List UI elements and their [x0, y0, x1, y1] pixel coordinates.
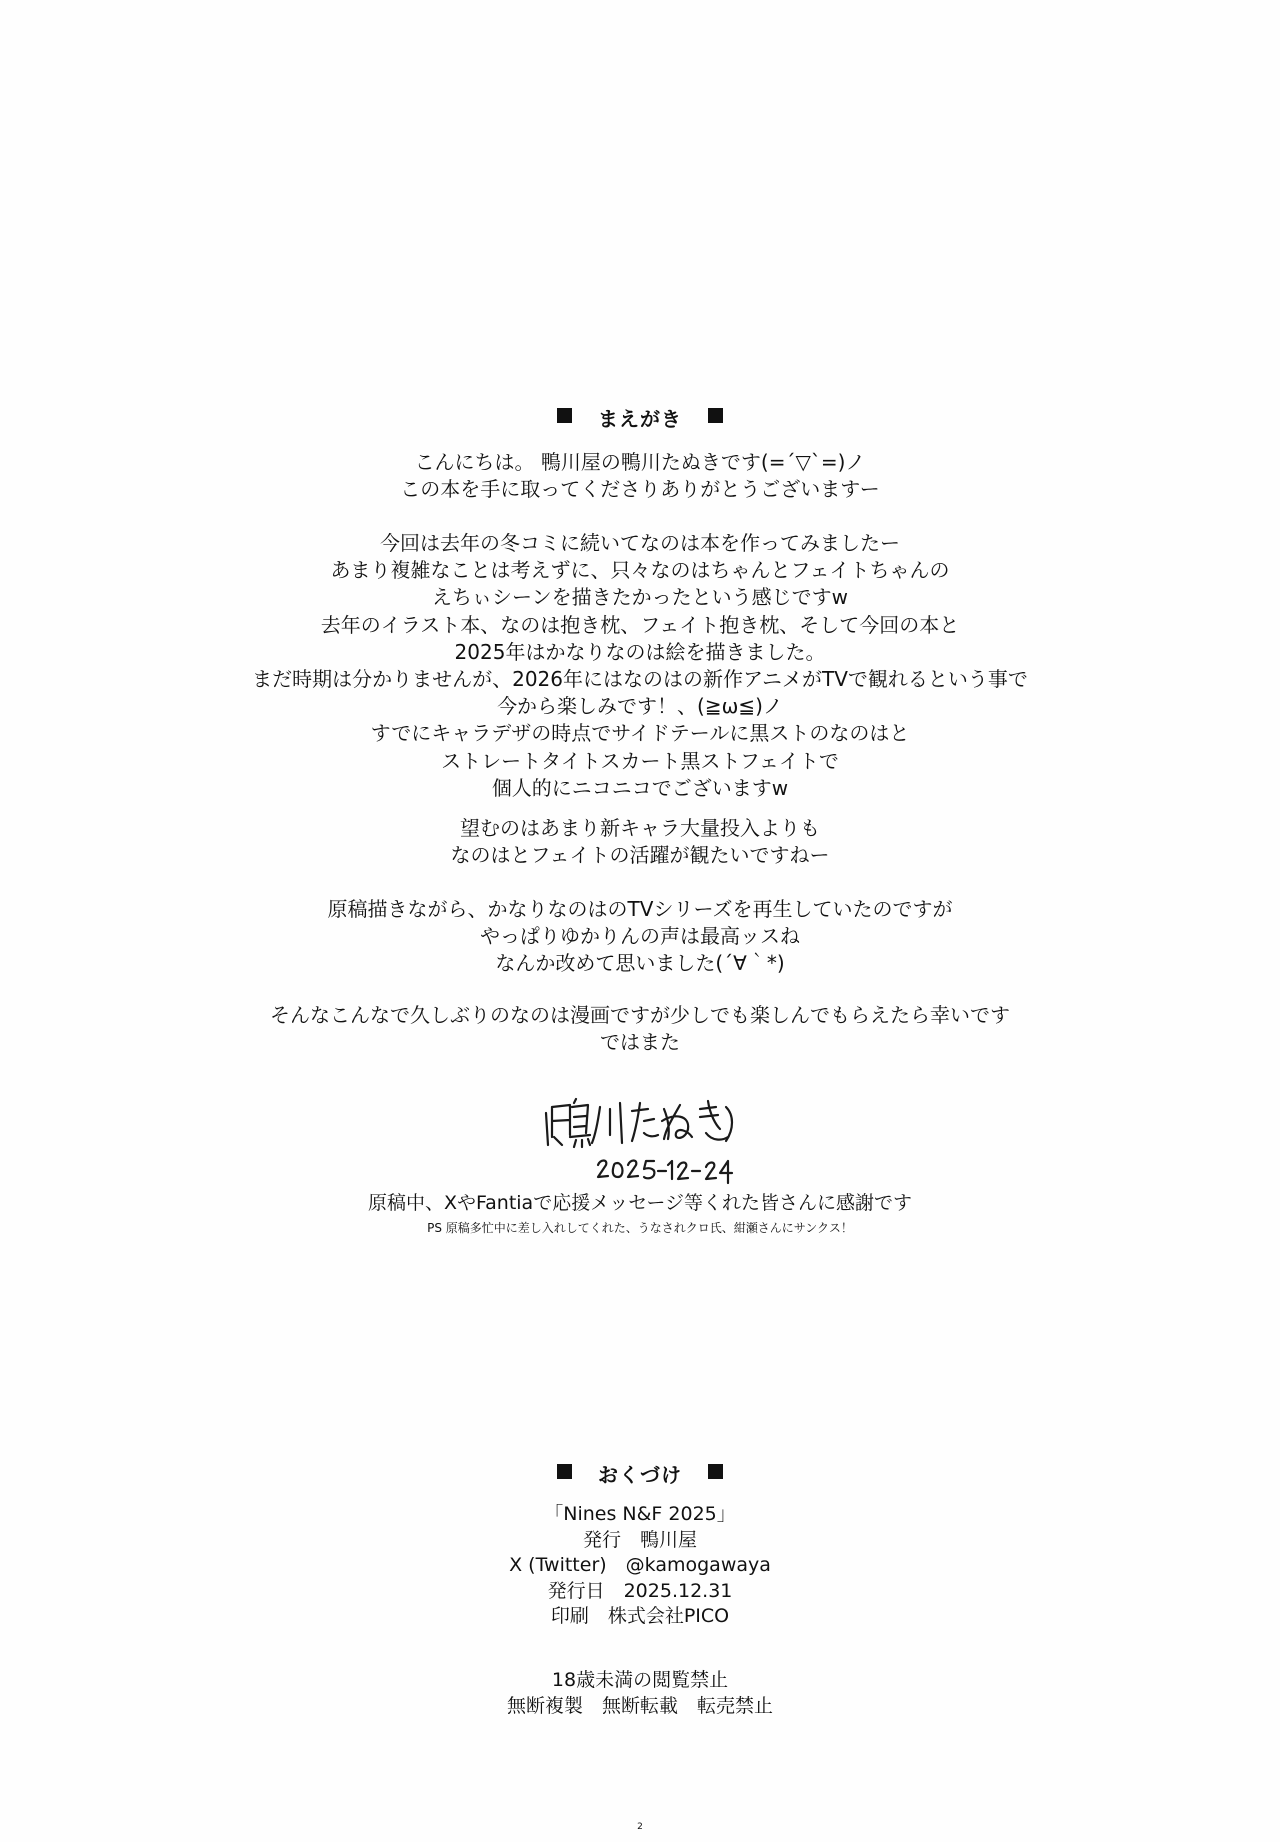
colophon-title: 「Nines N&F 2025」	[544, 1503, 736, 1525]
text-line: ではまた	[600, 1030, 680, 1055]
text-line: えちぃシーンを描きたかったという感じですw	[432, 585, 848, 610]
colophon-publish-date: 発行日 2025.12.31	[547, 1579, 733, 1602]
foreword-paragraph-3	[0, 815, 1280, 869]
copy-restriction-notice: 無断複製 無断転載 転売禁止	[506, 1695, 773, 1717]
text-line: そんなこんなで久しぶりのなのは漫画ですが少しでも楽しんでもらえたら幸いです	[270, 1003, 1010, 1027]
ps-text: PS 原稿多忙中に差し入れしてくれた、うなされクロ氏、紺瀬さんにサンクス！	[427, 1221, 853, 1235]
text-line: 今から楽しみです！、(≧ω≦)ノ	[497, 694, 783, 719]
colophon-printer: 印刷 株式会社PICO	[550, 1605, 730, 1628]
text-line: 今回は去年の冬コミに続いてなのは本を作ってみましたー	[380, 531, 900, 555]
text-line: なのはとフェイトの活躍が観たいですねー	[450, 843, 830, 868]
text-line: こんにちは。 鴨川屋の鴨川たぬきです(=´▽`=)ノ	[414, 450, 866, 474]
colophon-heading	[0, 1459, 1280, 1488]
colophon-heading-text: おくづけ	[598, 1463, 682, 1487]
page-number: 2	[637, 1822, 643, 1832]
square-bullet-icon	[557, 1464, 572, 1479]
square-bullet-icon	[557, 408, 572, 423]
foreword-paragraph-1	[0, 449, 1280, 503]
text-line: 去年のイラスト本、なのは抱き枕、フェイト抱き枕、そして今回の本と	[320, 612, 960, 637]
text-line: 個人的にニコニコでございますw	[491, 775, 789, 800]
text-line: この本を手に取ってくださりありがとうございますー	[400, 477, 880, 502]
colophon-publisher: 発行 鴨川屋	[582, 1528, 697, 1551]
age-restriction-notice: 18歳未満の閲覧禁止	[551, 1669, 729, 1691]
foreword-heading-text: まえがき	[598, 407, 682, 431]
thanks-text: 原稿中、XやFantiaで応援メッセージ等くれた皆さんに感謝です	[367, 1192, 913, 1214]
text-line: ストレートタイトスカート黒ストフェイトで	[441, 748, 839, 773]
text-line: 2025年はかなりなのは絵を描きました。	[454, 639, 826, 664]
text-line: なんか改めて思いました(´∀｀*)	[495, 951, 785, 976]
text-line: まだ時期は分かりませんが、2026年にはなのはの新作アニメがTVで観れるという事で	[252, 667, 1028, 692]
square-bullet-icon	[708, 408, 723, 423]
text-line: やっぱりゆかりんの声は最高ッスね	[480, 924, 800, 949]
text-line: 望むのはあまり新キャラ大量投入よりも	[460, 816, 820, 840]
handwritten-signature	[540, 1085, 740, 1195]
foreword-paragraph-4	[0, 896, 1280, 978]
colophon-notice	[0, 1667, 1280, 1719]
text-line: 原稿描きながら、かなりなのはのTVシリーズを再生していたのですが	[327, 897, 953, 921]
foreword-paragraph-2	[0, 530, 1280, 802]
colophon-details	[0, 1502, 1280, 1630]
text-line: すでにキャラデザの時点でサイドテールに黒ストのなのはと	[370, 721, 910, 746]
text-line: あまり複雑なことは考えずに、只々なのはちゃんとフェイトちゃんの	[330, 558, 950, 583]
colophon-x-account: X (Twitter) @kamogawaya	[509, 1554, 771, 1577]
foreword-heading	[0, 403, 1280, 432]
square-bullet-icon	[708, 1464, 723, 1479]
foreword-paragraph-5	[0, 1002, 1280, 1056]
